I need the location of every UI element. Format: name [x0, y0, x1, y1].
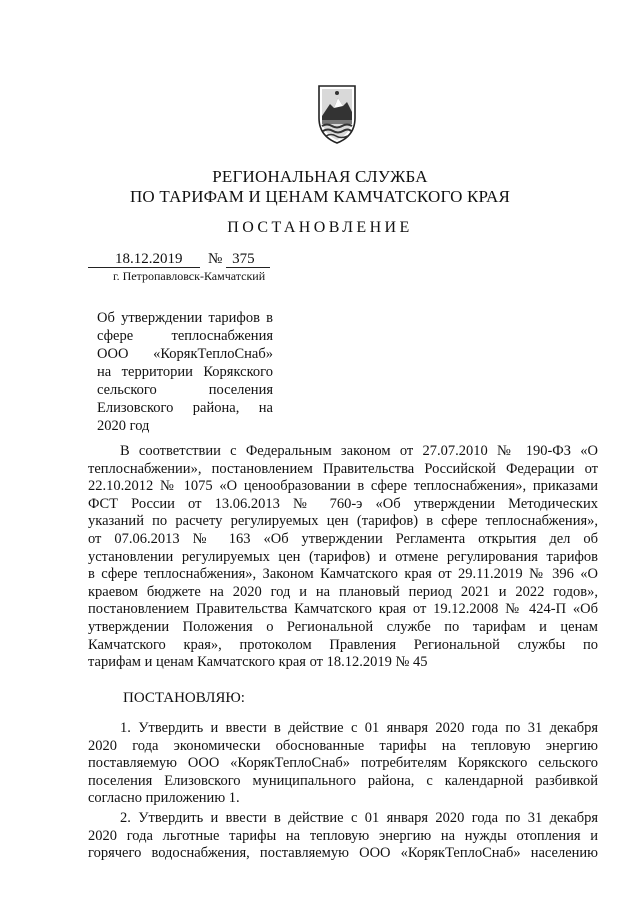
preamble-line: установлении регулируемых цен (тарифов) и отмене регулирования тарифов	[88, 548, 598, 565]
preamble-line: утверждении Положения о Региональной службе по тарифам и ценам	[88, 618, 598, 635]
preamble-line: постановлением Правительства Камчатского края от 19.12.2008 № 424-П «Об	[88, 601, 598, 618]
decree-word: ПОСТАНОВЛЯЮ:	[123, 690, 245, 706]
clause-line: горячего водоснабжения, поставляемую ООО «КорякТеплоСнаб» населению	[88, 845, 598, 862]
subject-line: Об утверждении тарифов в	[97, 310, 273, 326]
subject-line: 2020 год	[97, 418, 150, 434]
preamble-line: В соответствии с Федеральным законом от 27.07.2010 № 190-ФЗ «О	[120, 443, 598, 459]
document-number: 375	[226, 251, 270, 268]
subject-line: сфере теплоснабжения	[97, 328, 273, 344]
clause-line: поселения Елизовского муниципального района, с календарной разбивкой	[88, 772, 598, 789]
clause-2	[88, 810, 598, 863]
number-label: №	[208, 251, 223, 267]
preamble-line: теплоснабжении», постановлением Правительства Российской Федерации от	[88, 460, 598, 477]
document-date: 18.12.2019	[88, 251, 200, 268]
clause-line: 2020 года экономически обоснованные тарифы на тепловую энергию	[88, 737, 598, 754]
clause-line: 2. Утвердить и ввести в действие с 01 января 2020 года по 31 декабря	[120, 810, 598, 826]
issue-city: г. Петропавловск-Камчатский	[113, 269, 266, 283]
preamble-line: от 07.06.2013 № 163 «Об утверждении Регламента открытия дел об	[88, 530, 598, 547]
preamble-line: тарифам и ценам Камчатского края от 18.12.2019 № 45	[88, 654, 428, 671]
clause-line: 1. Утвердить и ввести в действие с 01 января 2020 года по 31 декабря	[120, 720, 598, 736]
document-subject	[97, 309, 273, 435]
agency-title-line1: РЕГИОНАЛЬНАЯ СЛУЖБА	[212, 167, 428, 186]
preamble-line: Камчатского края», протоколом Правления Региональной службы по	[88, 636, 598, 653]
subject-line: Елизовского района, на	[97, 400, 273, 416]
clause-line: согласно приложению 1.	[88, 790, 240, 807]
preamble-paragraph	[88, 443, 598, 672]
clause-1	[88, 720, 598, 808]
coat-of-arms-icon	[312, 80, 362, 146]
preamble-line: краевом бюджете на 2020 год и на плановый период 2021 и 2022 годов»,	[88, 583, 598, 600]
document-type: ПОСТАНОВЛЕНИЕ	[227, 219, 413, 236]
preamble-line: ФСТ России от 13.06.2013 № 760-э «Об утверждении Методических	[88, 495, 598, 512]
subject-line: сельского поселения	[97, 382, 273, 398]
agency-title-line2: ПО ТАРИФАМ И ЦЕНАМ КАМЧАТСКОГО КРАЯ	[129, 187, 511, 206]
subject-line: на территории Корякского	[97, 364, 273, 380]
clause-line: поставляемую ООО «КорякТеплоСнаб» потребителям Корякского сельского	[88, 755, 598, 772]
clause-line: 2020 года льготные тарифы на тепловую энергию на нужды отопления и	[88, 827, 598, 844]
subject-line: ООО «КорякТеплоСнаб»	[97, 346, 273, 362]
date-number-line	[88, 251, 270, 268]
preamble-line: в сфере теплоснабжения», Законом Камчатского края от 29.11.2019 № 396 «О	[88, 566, 598, 583]
preamble-line: указаний по расчету регулируемых цен (тарифов) в сфере теплоснабжения»,	[88, 513, 598, 530]
preamble-line: 22.10.2012 № 1075 «О ценообразовании в сфере теплоснабжения», приказами	[88, 478, 598, 495]
